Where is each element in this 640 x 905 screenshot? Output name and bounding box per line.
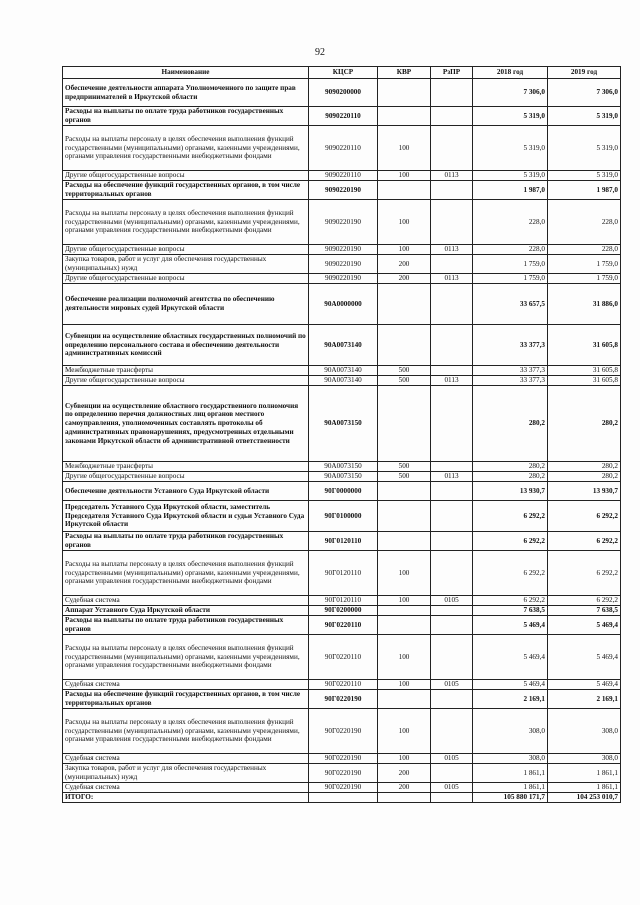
cell-2018: 13 930,7 <box>473 482 548 501</box>
cell-kvr: 100 <box>378 754 431 764</box>
cell-kcsr: 90Г0220190 <box>309 764 378 783</box>
cell-kvr: 200 <box>378 783 431 793</box>
header-rzpr: РзПР <box>431 67 473 79</box>
cell-name: Расходы на выплаты персоналу в целях обеспечения выполнения функций государственными (муниципальными) органами, казенными учреждениями, органами управления государственными внебюджетными фондами <box>63 200 309 245</box>
table-row <box>63 171 621 181</box>
cell-2019: 280,2 <box>548 386 621 462</box>
cell-2018: 33 377,3 <box>473 325 548 366</box>
cell-name: Расходы на выплаты персоналу в целях обеспечения выполнения функций государственными (муниципальными) органами, казенными учреждениями, органами управления государственными внебюджетными фондами <box>63 126 309 171</box>
cell-2019: 5 469,4 <box>548 616 621 635</box>
cell-rzpr <box>431 462 473 472</box>
cell-kvr <box>378 501 431 532</box>
page-number: 92 <box>315 47 325 58</box>
cell-rzpr <box>431 635 473 680</box>
cell-rzpr <box>431 284 473 325</box>
cell-rzpr <box>431 482 473 501</box>
cell-2018: 6 292,2 <box>473 532 548 551</box>
cell-kcsr: 90Г0220110 <box>309 635 378 680</box>
cell-name: Другие общегосударственные вопросы <box>63 274 309 284</box>
cell-kvr <box>378 532 431 551</box>
cell-2019: 308,0 <box>548 754 621 764</box>
cell-2018: 7 306,0 <box>473 79 548 107</box>
cell-2019: 228,0 <box>548 245 621 255</box>
table-row <box>63 532 621 551</box>
table-row <box>63 274 621 284</box>
cell-name: Судебная система <box>63 596 309 606</box>
cell-kcsr: 9090220190 <box>309 255 378 274</box>
cell-2019: 31 605,8 <box>548 366 621 376</box>
cell-name: Судебная система <box>63 754 309 764</box>
cell-2018: 6 292,2 <box>473 551 548 596</box>
cell-kvr <box>378 79 431 107</box>
cell-kvr: 100 <box>378 171 431 181</box>
cell-rzpr <box>431 709 473 754</box>
cell-kvr: 200 <box>378 255 431 274</box>
cell-rzpr <box>431 501 473 532</box>
cell-kcsr: 90А0000000 <box>309 284 378 325</box>
table-row <box>63 680 621 690</box>
cell-name: Закупка товаров, работ и услуг для обеспечения государственных (муниципальных) нужд <box>63 255 309 274</box>
cell-name: Расходы на обеспечение функций государственных органов, в том числе территориальных органов <box>63 181 309 200</box>
table-row <box>63 325 621 366</box>
cell-rzpr <box>431 690 473 709</box>
cell-kcsr: 9090220110 <box>309 126 378 171</box>
cell-name: ИТОГО: <box>63 793 309 803</box>
cell-kcsr: 90Г0000000 <box>309 482 378 501</box>
table-row <box>63 551 621 596</box>
cell-rzpr <box>431 79 473 107</box>
cell-2019: 5 319,0 <box>548 171 621 181</box>
cell-2019: 6 292,2 <box>548 551 621 596</box>
cell-2018: 308,0 <box>473 709 548 754</box>
cell-rzpr <box>431 793 473 803</box>
cell-name: Расходы на выплаты по оплате труда работников государственных органов <box>63 107 309 126</box>
header-2018: 2018 год <box>473 67 548 79</box>
cell-kcsr: 90Г0220110 <box>309 616 378 635</box>
cell-kvr: 200 <box>378 274 431 284</box>
table-row <box>63 482 621 501</box>
cell-name: Закупка товаров, работ и услуг для обеспечения государственных (муниципальных) нужд <box>63 764 309 783</box>
cell-name: Субвенции на осуществление областных государственных полномочий по определению персонального состава и обеспечению деятельности административных комиссий <box>63 325 309 366</box>
table-row <box>63 783 621 793</box>
cell-rzpr <box>431 551 473 596</box>
cell-name: Расходы на обеспечение функций государственных органов, в том числе территориальных органов <box>63 690 309 709</box>
cell-rzpr <box>431 606 473 616</box>
cell-2018: 6 292,2 <box>473 596 548 606</box>
table-row <box>63 472 621 482</box>
table-row <box>63 245 621 255</box>
cell-rzpr: 0113 <box>431 171 473 181</box>
cell-2019: 31 605,8 <box>548 325 621 366</box>
cell-2018: 1 861,1 <box>473 783 548 793</box>
cell-name: Обеспечение деятельности аппарата Уполномоченного по защите прав предпринимателей в Иркутской области <box>63 79 309 107</box>
cell-2018: 280,2 <box>473 472 548 482</box>
cell-2018: 33 377,3 <box>473 376 548 386</box>
cell-kcsr: 9090220190 <box>309 274 378 284</box>
cell-kcsr: 90Г0120110 <box>309 551 378 596</box>
cell-2018: 5 319,0 <box>473 126 548 171</box>
cell-kvr: 100 <box>378 635 431 680</box>
cell-kvr: 500 <box>378 472 431 482</box>
cell-name: Межбюджетные трансферты <box>63 366 309 376</box>
table-row <box>63 501 621 532</box>
cell-2018: 6 292,2 <box>473 501 548 532</box>
cell-kcsr: 90Г0120110 <box>309 596 378 606</box>
cell-name: Другие общегосударственные вопросы <box>63 171 309 181</box>
cell-kcsr: 9090220190 <box>309 200 378 245</box>
cell-name: Расходы на выплаты по оплате труда работников государственных органов <box>63 532 309 551</box>
table-row <box>63 255 621 274</box>
cell-2019: 104 253 010,7 <box>548 793 621 803</box>
table-row <box>63 79 621 107</box>
header-2019: 2019 год <box>548 67 621 79</box>
cell-2019: 5 469,4 <box>548 680 621 690</box>
cell-2019: 13 930,7 <box>548 482 621 501</box>
cell-rzpr <box>431 107 473 126</box>
cell-kcsr: 90Г0200000 <box>309 606 378 616</box>
cell-2018: 1 759,0 <box>473 274 548 284</box>
cell-rzpr: 0113 <box>431 245 473 255</box>
cell-name: Аппарат Уставного Суда Иркутской области <box>63 606 309 616</box>
cell-name: Расходы на выплаты персоналу в целях обеспечения выполнения функций государственными (муниципальными) органами, казенными учреждениями, органами управления государственными внебюджетными фондами <box>63 635 309 680</box>
cell-kvr <box>378 482 431 501</box>
cell-kvr: 100 <box>378 200 431 245</box>
cell-name: Межбюджетные трансферты <box>63 462 309 472</box>
cell-2018: 2 169,1 <box>473 690 548 709</box>
cell-rzpr <box>431 126 473 171</box>
cell-name: Обеспечение деятельности Уставного Суда Иркутской области <box>63 482 309 501</box>
cell-kvr <box>378 284 431 325</box>
cell-kvr <box>378 325 431 366</box>
table-row <box>63 596 621 606</box>
table-row <box>63 386 621 462</box>
cell-2018: 228,0 <box>473 245 548 255</box>
cell-kcsr: 90А0073150 <box>309 472 378 482</box>
table-body <box>63 79 621 803</box>
cell-kvr: 100 <box>378 245 431 255</box>
cell-rzpr: 0113 <box>431 472 473 482</box>
table-row <box>63 690 621 709</box>
cell-rzpr <box>431 181 473 200</box>
cell-kcsr: 90Г0120110 <box>309 532 378 551</box>
cell-kvr <box>378 386 431 462</box>
cell-2019: 280,2 <box>548 462 621 472</box>
cell-kvr: 100 <box>378 551 431 596</box>
cell-kvr: 100 <box>378 126 431 171</box>
cell-kcsr: 90А0073150 <box>309 386 378 462</box>
cell-2019: 1 861,1 <box>548 783 621 793</box>
cell-name: Судебная система <box>63 680 309 690</box>
table-row <box>63 616 621 635</box>
cell-rzpr <box>431 255 473 274</box>
cell-kcsr: 90Г0220190 <box>309 709 378 754</box>
table-row <box>63 754 621 764</box>
cell-name: Расходы на выплаты по оплате труда работников государственных органов <box>63 616 309 635</box>
cell-rzpr: 0105 <box>431 783 473 793</box>
cell-2019: 1 759,0 <box>548 255 621 274</box>
table-header-row <box>63 67 621 79</box>
cell-kcsr: 90А0073150 <box>309 462 378 472</box>
cell-kvr <box>378 107 431 126</box>
cell-2018: 105 880 171,7 <box>473 793 548 803</box>
table-row <box>63 126 621 171</box>
cell-2019: 6 292,2 <box>548 596 621 606</box>
cell-kcsr: 9090220110 <box>309 171 378 181</box>
cell-rzpr: 0105 <box>431 680 473 690</box>
cell-2019: 6 292,2 <box>548 532 621 551</box>
cell-name: Судебная система <box>63 783 309 793</box>
cell-kvr <box>378 690 431 709</box>
cell-kvr <box>378 616 431 635</box>
budget-table <box>62 66 621 803</box>
table-row <box>63 764 621 783</box>
table-row <box>63 635 621 680</box>
table-row <box>63 462 621 472</box>
table-row <box>63 376 621 386</box>
cell-kcsr: 90Г0220190 <box>309 690 378 709</box>
cell-kcsr: 90Г0100000 <box>309 501 378 532</box>
cell-2019: 5 469,4 <box>548 635 621 680</box>
cell-kvr: 100 <box>378 680 431 690</box>
cell-kcsr: 9090220190 <box>309 181 378 200</box>
cell-rzpr <box>431 532 473 551</box>
header-kcsr: КЦСР <box>309 67 378 79</box>
cell-2019: 31 886,0 <box>548 284 621 325</box>
cell-2018: 1 759,0 <box>473 255 548 274</box>
cell-kcsr: 90Г0220190 <box>309 783 378 793</box>
cell-2018: 33 377,3 <box>473 366 548 376</box>
table-row <box>63 366 621 376</box>
cell-rzpr <box>431 616 473 635</box>
cell-kvr: 100 <box>378 596 431 606</box>
cell-2018: 5 319,0 <box>473 107 548 126</box>
cell-2018: 33 657,5 <box>473 284 548 325</box>
cell-kvr <box>378 181 431 200</box>
cell-2019: 5 319,0 <box>548 126 621 171</box>
cell-rzpr <box>431 366 473 376</box>
cell-kcsr: 90А0073140 <box>309 366 378 376</box>
cell-2018: 280,2 <box>473 462 548 472</box>
cell-2018: 5 469,4 <box>473 616 548 635</box>
cell-name: Расходы на выплаты персоналу в целях обеспечения выполнения функций государственными (муниципальными) органами, казенными учреждениями, органами управления государственными внебюджетными фондами <box>63 709 309 754</box>
cell-name: Расходы на выплаты персоналу в целях обеспечения выполнения функций государственными (муниципальными) органами, казенными учреждениями, органами управления государственными внебюджетными фондами <box>63 551 309 596</box>
cell-name: Другие общегосударственные вопросы <box>63 245 309 255</box>
cell-2019: 7 638,5 <box>548 606 621 616</box>
cell-2018: 5 469,4 <box>473 635 548 680</box>
header-name: Наименование <box>63 67 309 79</box>
cell-rzpr: 0113 <box>431 274 473 284</box>
cell-2019: 31 605,8 <box>548 376 621 386</box>
cell-kvr: 100 <box>378 709 431 754</box>
table-row <box>63 200 621 245</box>
cell-2019: 6 292,2 <box>548 501 621 532</box>
cell-rzpr <box>431 764 473 783</box>
cell-2018: 228,0 <box>473 200 548 245</box>
table-row <box>63 709 621 754</box>
cell-name: Другие общегосударственные вопросы <box>63 376 309 386</box>
cell-2018: 5 469,4 <box>473 680 548 690</box>
cell-2018: 1 861,1 <box>473 764 548 783</box>
cell-kcsr: 9090220110 <box>309 107 378 126</box>
cell-kcsr: 90А0073140 <box>309 376 378 386</box>
cell-2019: 7 306,0 <box>548 79 621 107</box>
cell-rzpr <box>431 325 473 366</box>
cell-name: Субвенции на осуществление областного государственного полномочия по определению перечня должностных лиц органов местного самоуправления, уполномоченных составлять протоколы об административных правонарушениях, предусмотренных отдельными законами Иркутской области об административной ответственности <box>63 386 309 462</box>
cell-kvr: 500 <box>378 462 431 472</box>
cell-kcsr: 90Г0220110 <box>309 680 378 690</box>
table-row <box>63 606 621 616</box>
cell-2019: 308,0 <box>548 709 621 754</box>
cell-2019: 280,2 <box>548 472 621 482</box>
cell-rzpr: 0105 <box>431 596 473 606</box>
cell-kvr: 200 <box>378 764 431 783</box>
table-row <box>63 107 621 126</box>
cell-2019: 1 759,0 <box>548 274 621 284</box>
cell-name: Другие общегосударственные вопросы <box>63 472 309 482</box>
table-row <box>63 284 621 325</box>
cell-2018: 280,2 <box>473 386 548 462</box>
cell-2018: 5 319,0 <box>473 171 548 181</box>
cell-kcsr: 9090220190 <box>309 245 378 255</box>
cell-rzpr <box>431 386 473 462</box>
cell-kcsr: 90А0073140 <box>309 325 378 366</box>
cell-2018: 308,0 <box>473 754 548 764</box>
cell-2019: 1 987,0 <box>548 181 621 200</box>
cell-kcsr: 90Г0220190 <box>309 754 378 764</box>
cell-name: Председатель Уставного Суда Иркутской области, заместитель Председателя Уставного Суда Иркутской области и судьи Уставного Суда Иркутской области <box>63 501 309 532</box>
cell-rzpr: 0113 <box>431 376 473 386</box>
header-kvr: КВР <box>378 67 431 79</box>
cell-kcsr: 9090200000 <box>309 79 378 107</box>
cell-kvr <box>378 793 431 803</box>
cell-2018: 7 638,5 <box>473 606 548 616</box>
cell-rzpr: 0105 <box>431 754 473 764</box>
cell-name: Обеспечение реализации полномочий агентства по обеспечению деятельности мировых судей Иркутской области <box>63 284 309 325</box>
table-row <box>63 793 621 803</box>
cell-kvr <box>378 606 431 616</box>
cell-2019: 2 169,1 <box>548 690 621 709</box>
table-row <box>63 181 621 200</box>
cell-rzpr <box>431 200 473 245</box>
cell-2018: 1 987,0 <box>473 181 548 200</box>
cell-kvr: 500 <box>378 366 431 376</box>
cell-2019: 228,0 <box>548 200 621 245</box>
cell-2019: 5 319,0 <box>548 107 621 126</box>
cell-2019: 1 861,1 <box>548 764 621 783</box>
cell-kcsr <box>309 793 378 803</box>
cell-kvr: 500 <box>378 376 431 386</box>
